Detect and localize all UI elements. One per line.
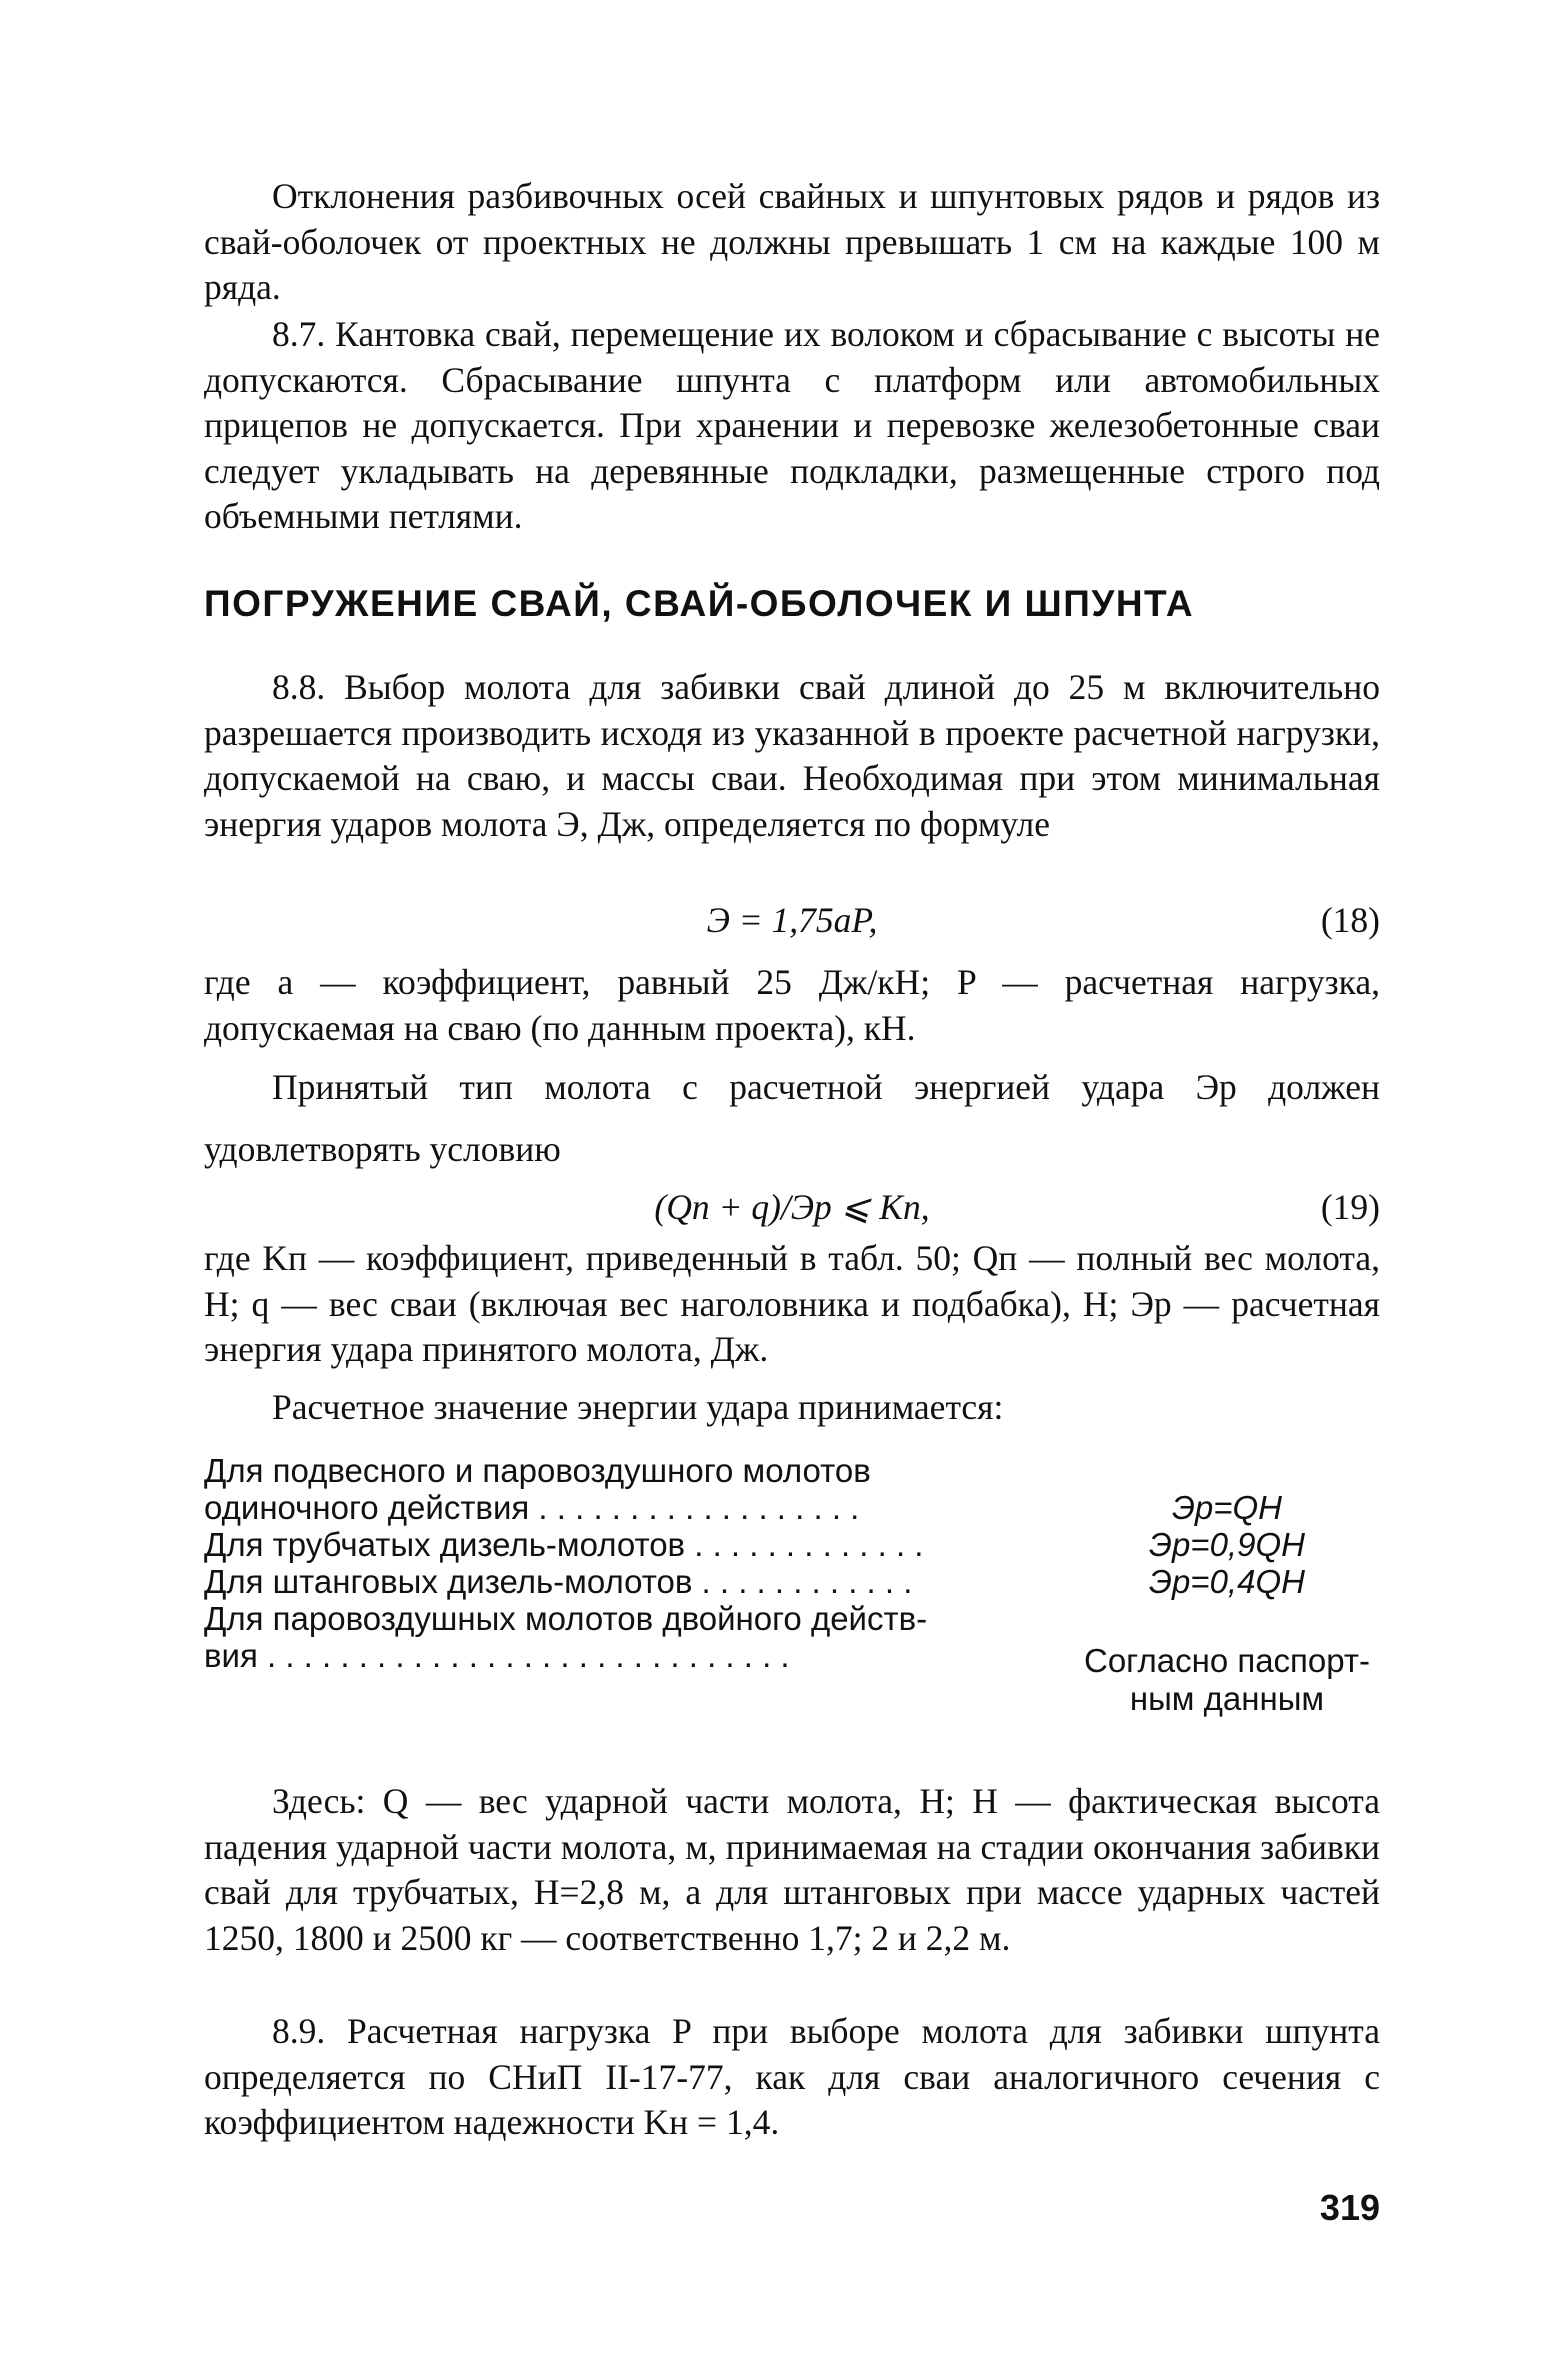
- accepted-hammer-paragraph: Принятый тип молота с расчетной энергией удара Эр должен удовлетворять условию: [204, 1067, 1380, 1169]
- table-row-label: Для паровоздушных молотов двойного действ-: [204, 1600, 928, 1637]
- clause-8-9: 8.9. Расчетная нагрузка P при выборе молота для забивки шпунта определяется по СНиП II-17-77, как для сваи аналогичного сечения с коэффициентом надежности Kн = 1,4.: [204, 2011, 1380, 2143]
- here-paragraph: Здесь: Q — вес ударной части молота, Н; H — фактическая высота падения ударной части молота, м, принимаемая на стадии окончания забивки свай для трубчатых, H=2,8 м, а для штанговых при массе ударных частей 1250, 1800 и 2500 кг — соответственно 1,7; 2 и 2,2 м.: [204, 1781, 1380, 1958]
- table-row-label: Для подвесного и паровоздушного молотов: [204, 1452, 871, 1489]
- formula-19: [204, 1186, 1380, 1232]
- table-row-label: вия . . . . . . . . . . . . . . . . . . . . . . . . . . . . .: [204, 1637, 790, 1674]
- table-row: [204, 1563, 1380, 1600]
- formula-19-number: (19): [1320, 1187, 1380, 1227]
- section-heading: ПОГРУЖЕНИЕ СВАЙ, СВАЙ-ОБОЛОЧЕК И ШПУНТА: [204, 583, 1195, 624]
- table-row: [204, 1637, 1380, 1681]
- formula-18: [204, 899, 1380, 945]
- table-row: [204, 1600, 1380, 1637]
- table-row-value: ным данным: [1129, 1680, 1325, 1717]
- table-row-value: Согласно паспорт-: [1083, 1642, 1371, 1679]
- page-number: 319: [1319, 2187, 1380, 2228]
- formula-18-where: где a — коэффициент, равный 25 Дж/кН; P — расчетная нагрузка, допускаемая на сваю (по данным проекта), кН.: [204, 962, 1380, 1048]
- intro-paragraph: Отклонения разбивочных осей свайных и шпунтовых рядов и рядов из свай-оболочек от проектных не должны превышать 1 см на каждые 100 м ряда.: [204, 176, 1380, 308]
- formula-18-number: (18): [1320, 900, 1380, 940]
- table-row-value: Эр=QH: [1171, 1489, 1283, 1526]
- energy-table: [204, 1452, 1380, 1718]
- table-row: [204, 1681, 1380, 1718]
- table-row-label: одиночного действия . . . . . . . . . . . . . . . . . .: [204, 1489, 860, 1526]
- clause-8-8: 8.8. Выбор молота для забивки свай длиной до 25 м включительно разрешается производить исходя из указанной в проекте расчетной нагрузки, допускаемой на сваю, и массы сваи. Необходимая при этом минимальная энергия ударов молота Э, Дж, определяется по формуле: [204, 667, 1380, 844]
- clause-8-7: 8.7. Кантовка свай, перемещение их волоком и сбрасывание с высоты не допускаются. Сбрасывание шпунта с платформ или автомобильных прицепов не допускается. При хранении и перевозке железобетонные сваи следует укладывать на деревянные подкладки, размещенные строго под объемными петлями.: [204, 314, 1380, 537]
- table-row: [204, 1452, 1380, 1489]
- calc-value-intro: Расчетное значение энергии удара принимается:: [272, 1387, 1004, 1427]
- formula-18-expression: Э = 1,75aP,: [706, 900, 878, 940]
- table-row: [204, 1526, 1380, 1563]
- table-row: [204, 1489, 1380, 1526]
- table-row-label: Для штанговых дизель-молотов . . . . . . . . . . . .: [204, 1563, 913, 1600]
- formula-19-expression: (Qп + q)/Эр ⩽ Kп,: [654, 1187, 930, 1227]
- formula-19-where: где Kп — коэффициент, приведенный в табл. 50; Qп — полный вес молота, Н; q — вес сваи (включая вес наголовника и подбабка), Н; Эр — расчетная энергия удара принятого молота, Дж.: [204, 1238, 1380, 1370]
- table-row-value: Эр=0,4QH: [1149, 1563, 1305, 1600]
- table-row-label: Для трубчатых дизель-молотов . . . . . . . . . . . . .: [204, 1526, 924, 1563]
- table-row-value: Эр=0,9QH: [1149, 1526, 1305, 1563]
